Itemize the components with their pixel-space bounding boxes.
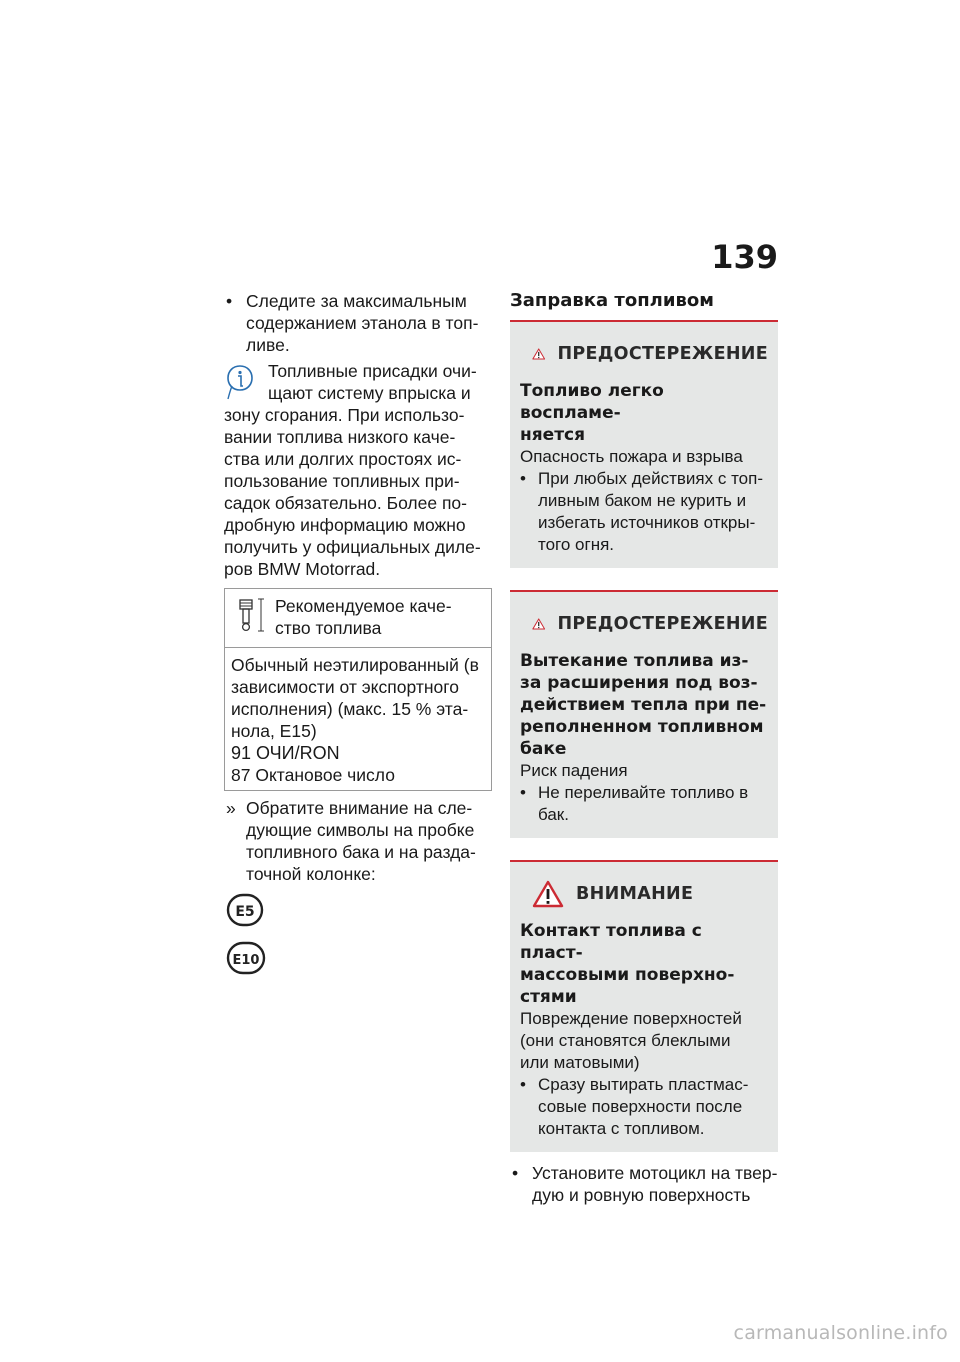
warning-title: баке (520, 739, 567, 759)
right-column (510, 290, 778, 1206)
bullet-mark: • (226, 291, 233, 311)
bullet-mark: • (512, 1163, 519, 1183)
info-note (224, 360, 492, 580)
text-line: нола, E15) (231, 721, 317, 741)
text-line: Следите за максимальным (246, 291, 467, 311)
text-line: При любых действиях с топ- (538, 469, 763, 488)
text-line: Не переливайте топливо в (538, 783, 749, 802)
bullet-mark: • (520, 1075, 526, 1094)
step-mark: » (226, 798, 236, 818)
warning-title: Контакт топлива с пласт- (520, 921, 702, 963)
info-icon (226, 364, 254, 400)
warning-title: няется (520, 425, 586, 445)
watermark: carmanualsonline.info (733, 1322, 948, 1344)
text-line: получить у официальных диле- (224, 537, 481, 557)
warning-header (520, 340, 768, 368)
text-line: зависимости от экспортного (231, 677, 459, 697)
warning-title: стями (520, 987, 577, 1007)
fuel-pump-icon (237, 597, 267, 633)
warning-desc: Опасность пожара и взрыва (520, 447, 743, 466)
text-line: Рекомендуемое каче- (275, 596, 452, 616)
text-line: пользование топливных при- (224, 471, 460, 491)
text-line: того огня. (538, 535, 615, 554)
text-line: топливного бака и на разда- (246, 842, 476, 862)
warning-title: Вытекание топлива из- (520, 651, 749, 671)
text-line: Обратите внимание на сле- (246, 798, 473, 818)
e10-symbol-icon (226, 941, 266, 977)
bullet-ethanol (224, 290, 492, 356)
text-line: ство топлива (275, 618, 382, 638)
caution-box-plastic (510, 860, 778, 1152)
text-line: содержанием этанола в топ- (246, 313, 479, 333)
left-column (224, 290, 492, 977)
text-line: вании топлива низкого каче- (224, 427, 456, 447)
warning-title: за расширения под воз- (520, 673, 758, 693)
text-line: ливе. (246, 335, 290, 355)
warning-label: ВНИМАНИЕ (576, 884, 694, 904)
warning-title: Топливо легко воспламе- (520, 381, 664, 423)
e10-label: E10 (232, 953, 260, 968)
text-line: совые поверхности после (538, 1097, 743, 1116)
warning-desc: Повреждение поверхностей (520, 1009, 742, 1028)
text-line: ливным баком не курить и (538, 491, 747, 510)
text-line: щают систему впрыска и (268, 383, 471, 403)
warning-box-overflow (510, 590, 778, 838)
text-line: исполнения) (макс. 15 % эта- (231, 699, 469, 719)
ron-value: 91 ОЧИ/RON (231, 743, 340, 763)
warning-title: действием тепла при пе- (520, 695, 767, 715)
text-line: избегать источников откры- (538, 513, 756, 532)
warning-bullet (520, 782, 768, 826)
text-line: дую и ровную поверхность (532, 1185, 751, 1205)
bullet-mark: • (520, 469, 526, 488)
e5-label: E5 (235, 904, 255, 920)
page-number: 139 (711, 238, 778, 276)
text-line: Обычный неэтилированный (в (231, 655, 479, 675)
warning-desc: Риск падения (520, 761, 628, 780)
fuel-quality-body (225, 648, 491, 790)
text-line: Установите мотоцикл на твер- (532, 1163, 778, 1183)
warning-bullet (520, 1074, 768, 1140)
step-check-symbols (224, 797, 492, 885)
warning-triangle-icon (532, 610, 545, 638)
warning-desc: (они становятся блеклыми (520, 1031, 731, 1050)
text-line: ров BMW Motorrad. (224, 559, 381, 579)
text-line: зону сгорания. При использо- (224, 405, 465, 425)
warning-desc: или матовыми) (520, 1053, 640, 1072)
warning-title: реполненном топливном (520, 717, 764, 737)
section-title: Заправка топливом (510, 290, 714, 311)
text-line: ства или долгих простоях ис- (224, 449, 462, 469)
text-line: Топливные присадки очи- (268, 361, 477, 381)
text-line: точной колонке: (246, 864, 376, 884)
warning-triangle-icon (532, 880, 564, 908)
bullet-park-motorcycle (510, 1162, 778, 1206)
warning-header (520, 880, 768, 908)
warning-title: массовыми поверхно- (520, 965, 735, 985)
warning-header (520, 610, 768, 638)
warning-box-fire (510, 320, 778, 568)
warning-label: ПРЕДОСТЕРЕЖЕНИЕ (557, 344, 768, 364)
e5-symbol-icon (226, 893, 266, 929)
warning-triangle-icon (532, 340, 545, 368)
text-line: дробную информацию можно (224, 515, 466, 535)
fuel-quality-box (224, 588, 492, 791)
text-line: контакта с топливом. (538, 1119, 705, 1138)
bullet-mark: • (520, 783, 526, 802)
octane-value: 87 Октановое число (231, 765, 395, 785)
fuel-quality-header (225, 589, 491, 648)
text-line: дующие символы на пробке (246, 820, 475, 840)
text-line: садок обязательно. Более по- (224, 493, 467, 513)
text-line: бак. (538, 805, 569, 824)
warning-label: ПРЕДОСТЕРЕЖЕНИЕ (557, 614, 768, 634)
text-line: Сразу вытирать пластмас- (538, 1075, 749, 1094)
warning-bullet (520, 468, 768, 556)
